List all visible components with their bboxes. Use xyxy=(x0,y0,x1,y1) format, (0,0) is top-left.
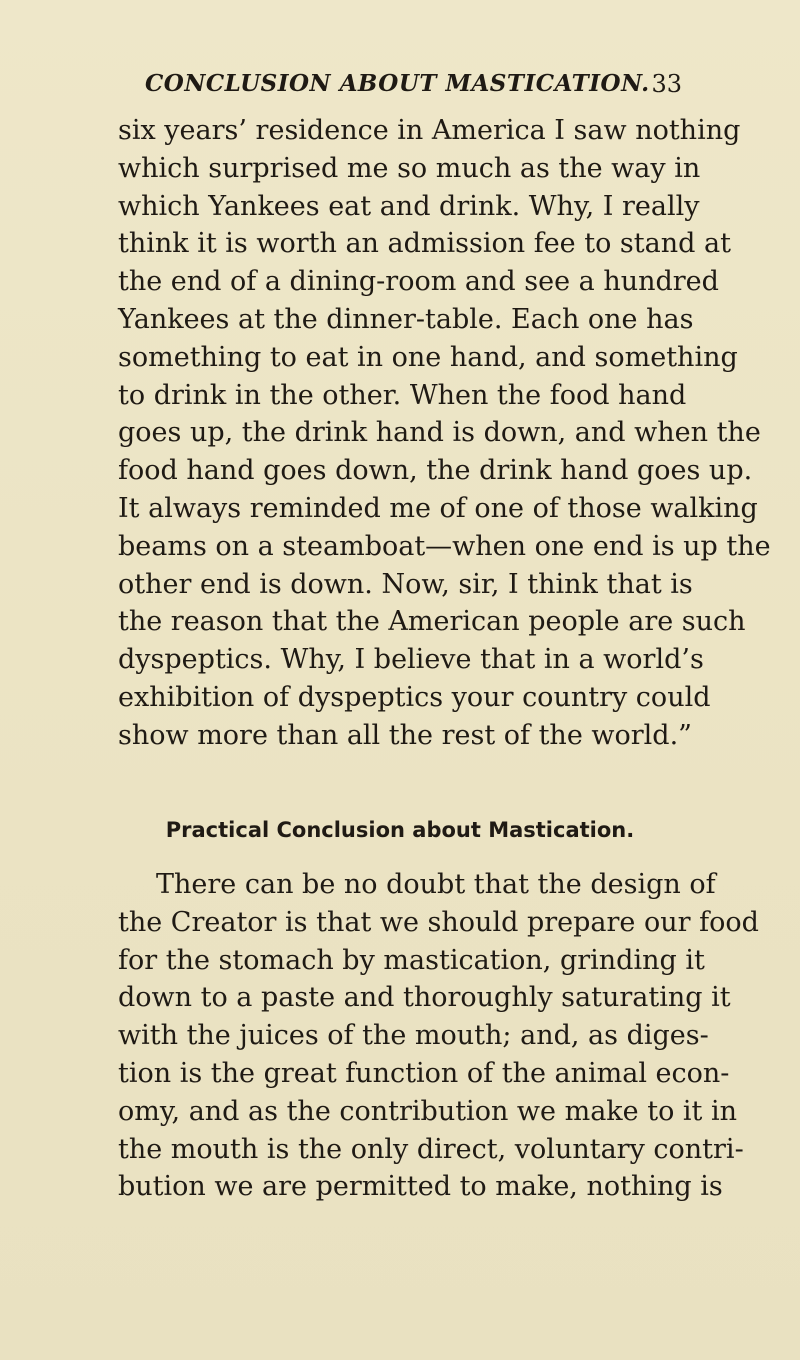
text-line: which Yankees eat and drink. Why, I really xyxy=(118,190,700,222)
text-line: food hand goes down, the drink hand goes up. xyxy=(118,455,753,487)
text-line: It always reminded me of one of those walking xyxy=(118,492,758,524)
text-line: the mouth is the only direct, voluntary contri- xyxy=(118,1133,744,1165)
text-line: show more than all the rest of the world.” xyxy=(118,719,692,751)
text-line: the Creator is that we should prepare our food xyxy=(118,906,759,938)
text-line: the end of a dining-room and see a hundred xyxy=(118,266,719,298)
text-line: six years’ residence in America I saw nothing xyxy=(118,115,741,146)
text-line: something to eat in one hand, and something xyxy=(118,341,738,373)
section-heading: Practical Conclusion about Mastication. xyxy=(165,818,635,842)
text-line: Yankees at the dinner-table. Each one has xyxy=(118,303,694,335)
paragraph-2 xyxy=(118,866,759,1206)
running-title: CONCLUSION ABOUT MASTICATION. xyxy=(145,70,650,97)
text-line: with the juices of the mouth; and, as diges- xyxy=(118,1020,709,1052)
text-line: exhibition of dyspeptics your country could xyxy=(118,681,711,713)
text-line: bution we are permitted to make, nothing is xyxy=(118,1171,723,1203)
text-line: down to a paste and thoroughly saturating it xyxy=(118,982,731,1014)
text-line: the reason that the American people are such xyxy=(118,606,746,638)
text-line: goes up, the drink hand is down, and when the xyxy=(118,417,761,449)
text-line: to drink in the other. When the food hand xyxy=(118,379,687,411)
text-line: other end is down. Now, sir, I think that is xyxy=(118,568,693,600)
text-line: omy, and as the contribution we make to it in xyxy=(118,1095,737,1127)
paragraph-1 xyxy=(118,112,771,755)
text-line: for the stomach by mastication, grinding it xyxy=(118,944,705,976)
text-line: There can be no doubt that the design of xyxy=(156,869,716,900)
text-line: beams on a steamboat—when one end is up the xyxy=(118,530,771,562)
text-line: which surprised me so much as the way in xyxy=(118,152,701,184)
text-line: tion is the great function of the animal econ- xyxy=(118,1057,730,1089)
text-line: dyspeptics. Why, I believe that in a world’s xyxy=(118,644,704,676)
running-head xyxy=(145,70,682,106)
page-number: 33 xyxy=(651,70,682,98)
text-line: think it is worth an admission fee to stand at xyxy=(118,228,731,260)
